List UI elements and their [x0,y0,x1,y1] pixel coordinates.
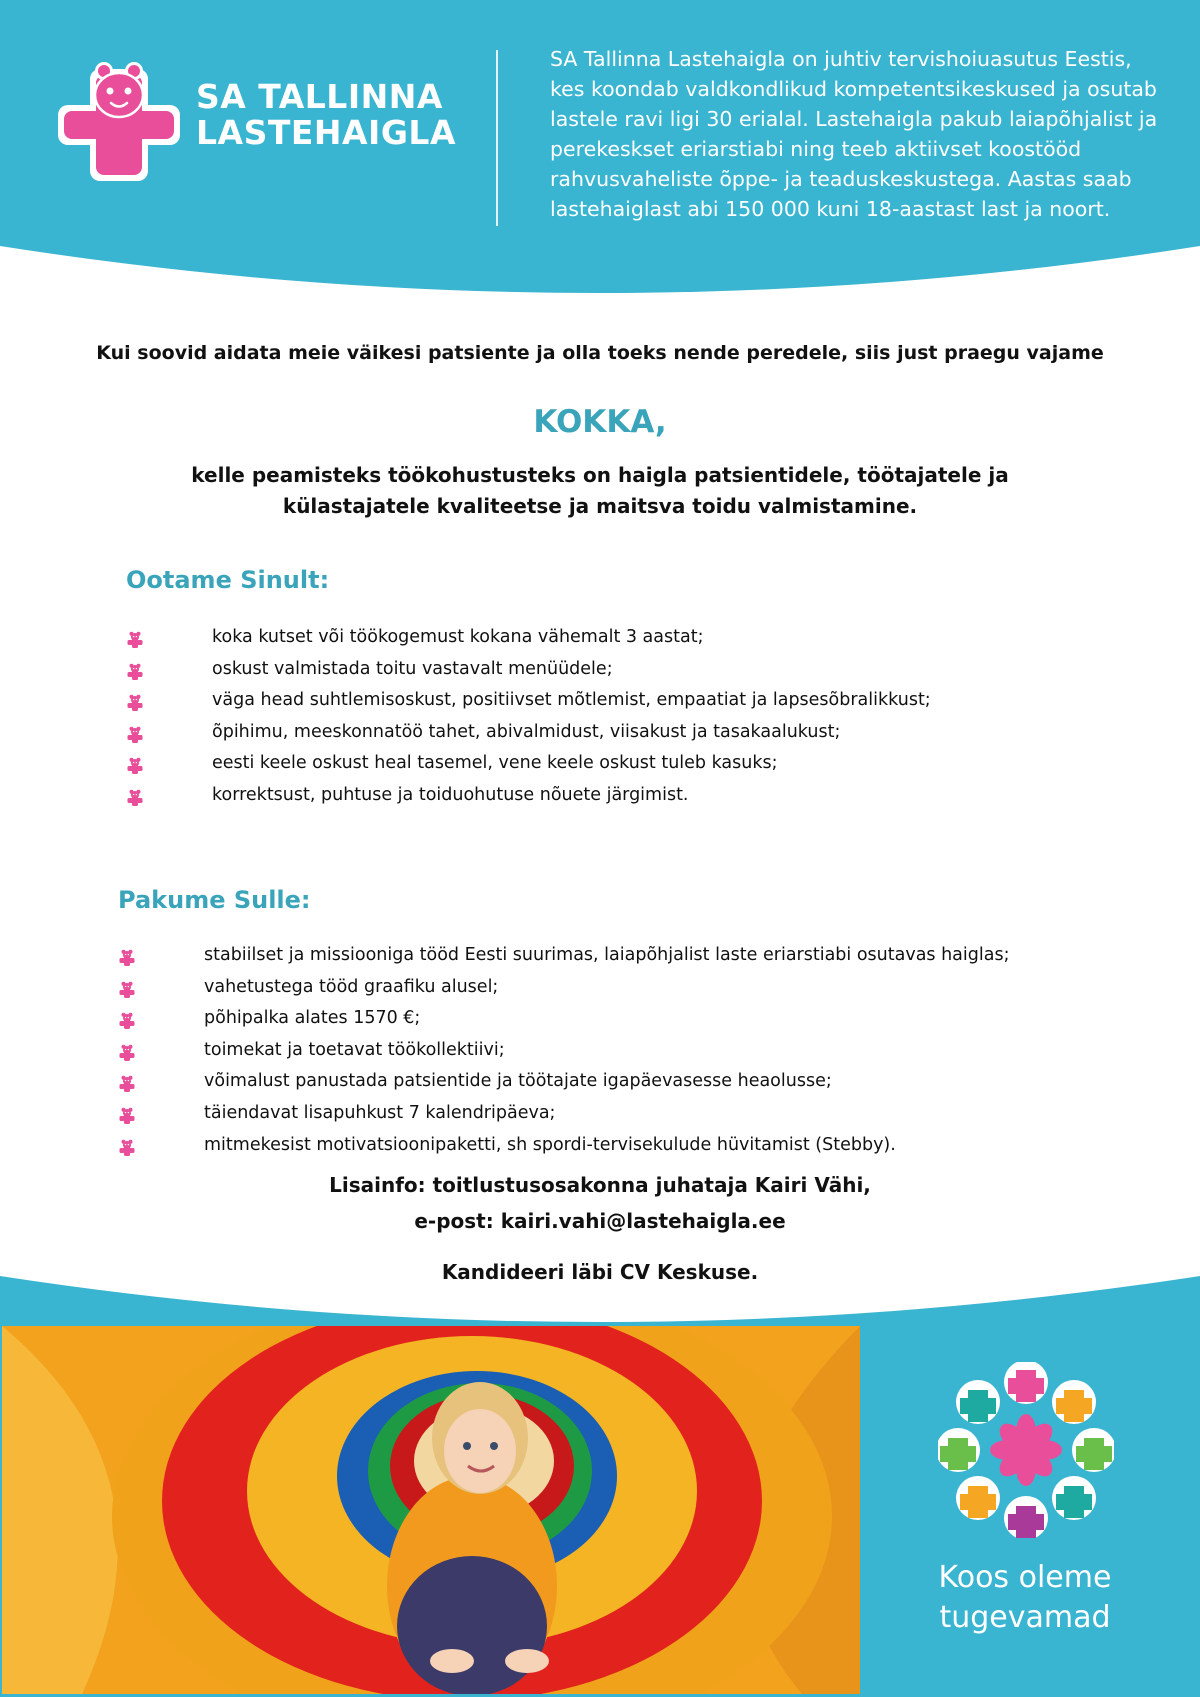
contact-person: Lisainfo: toitlustusosakonna juhataja Kairi Vähi, [329,1173,871,1197]
contact-email[interactable]: e-post: kairi.vahi@lastehaigla.ee [414,1209,786,1233]
list-item-text: toimekat ja toetavat töökollektiivi; [204,1039,505,1060]
list-item-text: väga head suhtlemisoskust, positiivset mõtlemist, empaatiat ja lapsesõbralikkust; [212,690,931,711]
list-item-text: põhipalka alates 1570 €; [204,1008,421,1029]
list-item [116,940,1156,972]
logo-line-2: LASTEHAIGLA [196,113,456,152]
bear-bullet-icon [118,1010,136,1028]
list-item-text: mitmekesist motivatsioonipaketti, sh spordi-tervisekulude hüvitamist (Stebby). [204,1134,896,1155]
bear-bullet-icon [118,979,136,997]
list-item [124,780,1144,812]
bear-bullet-icon [126,629,144,647]
apply-text[interactable]: Kandideeri läbi CV Keskuse. [441,1260,759,1284]
list-item [124,654,1144,686]
requirements-list [124,622,1144,812]
list-item [124,622,1144,654]
slogan-line-2: tugevamad [939,1600,1111,1635]
benefits-list [116,940,1156,1161]
list-item [124,685,1144,717]
list-item [124,748,1144,780]
bear-bullet-icon [118,1137,136,1155]
child-in-play-tunnel-photo [2,1326,860,1694]
list-item-text: vahetustega tööd graafiku alusel; [204,976,499,997]
hospital-logo[interactable] [58,55,458,185]
intro-text: Kui soovid aidata meie väikesi patsiente ja olla toeks nende peredele, siis just praegu vajame [96,342,1104,364]
list-item [116,972,1156,1004]
list-item [124,717,1144,749]
list-item [116,1003,1156,1035]
bear-bullet-icon [126,661,144,679]
position-title: KOKKA, [533,404,667,440]
slogan [895,1558,1155,1638]
bear-bullet-icon [118,1105,136,1123]
colorful-bear-flower-emblem-icon [938,1362,1114,1538]
duties-text: kelle peamisteks töökohustusteks on haigla patsientidele, töötajatele ja külastajatele kvaliteetse ja maitsva toidu valmistamine. [191,463,1009,518]
bear-bullet-icon [126,692,144,710]
header-divider [496,50,498,226]
list-item-text: täiendavat lisapuhkust 7 kalendripäeva; [204,1102,556,1123]
list-item-text: eesti keele oskust heal tasemel, vene keele oskust tuleb kasuks; [212,753,778,774]
benefits-heading: Pakume Sulle: [118,886,311,914]
list-item-text: võimalust panustada patsientide ja töötajate igapäevasesse heaolusse; [204,1071,832,1092]
bear-bullet-icon [126,787,144,805]
list-item-text: õpihimu, meeskonnatöö tahet, abivalmidust, viisakust ja tasakaalukust; [212,721,841,742]
bear-cross-logo-icon [58,55,180,181]
list-item [116,1066,1156,1098]
list-item [116,1130,1156,1162]
logo-wordmark [196,79,456,151]
list-item [116,1098,1156,1130]
list-item-text: oskust valmistada toitu vastavalt menüüdele; [212,658,613,679]
bear-bullet-icon [118,1073,136,1091]
list-item [116,1035,1156,1067]
bear-bullet-icon [126,724,144,742]
bear-bullet-icon [118,947,136,965]
bear-bullet-icon [126,755,144,773]
slogan-line-1: Koos oleme [938,1560,1112,1595]
bear-bullet-icon [118,1042,136,1060]
list-item-text: stabiilset ja missiooniga tööd Eesti suurimas, laiapõhjalist laste eriarstiabi osutavas haiglas; [204,945,1010,965]
logo-line-1: SA TALLINNA [196,77,443,116]
list-item-text: koka kutset või töökogemust kokana vähemalt 3 aastat; [212,627,704,647]
requirements-heading: Ootame Sinult: [126,566,330,594]
list-item-text: korrektsust, puhtuse ja toiduohutuse nõuete järgimist. [212,784,689,805]
hospital-description: SA Tallinna Lastehaigla on juhtiv tervishoiuasutus Eestis, kes koondab valdkondlikud kompetentsikeskused ja osutab lastele ravi ligi 30 erialal. Lastehaigla pakub laiapõhjalist ja perekeskset eriarstiabi ning teeb aktiivset koostööd rahvusvaheliste õppe- ja teaduskeskustega. Aastas saab lastehaiglast abi 150 000 kuni 18-aastast last ja noort. [550,47,1158,221]
